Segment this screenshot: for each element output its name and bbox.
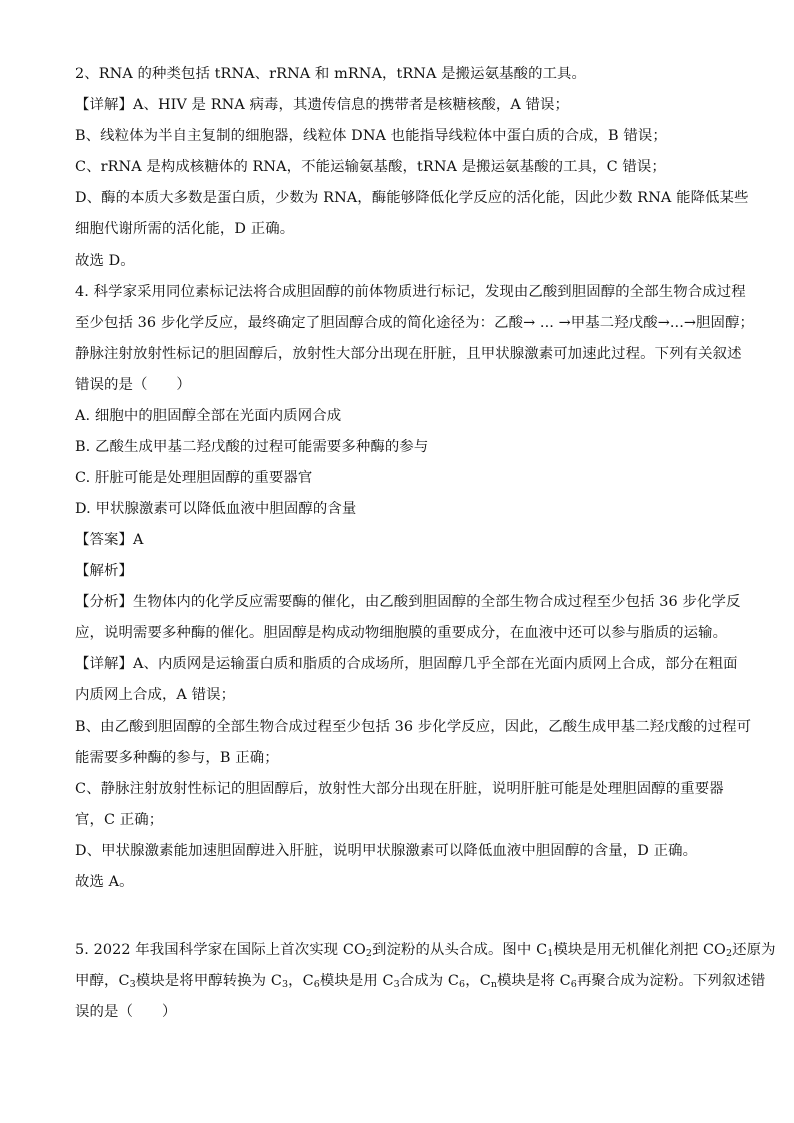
text-line: 官，C 正确； (75, 812, 164, 828)
text-line: 2、RNA 的种类包括 tRNA、rRNA 和 mRNA，tRNA 是搬运氨基酸的工具。 (75, 66, 587, 82)
text-line: B、线粒体为半自主复制的细胞器，线粒体 DNA 也能指导线粒体中蛋白质的合成，B 错误； (75, 128, 667, 144)
text-line: 能需要多种酶的参与，B 正确； (75, 750, 279, 766)
question-4-stem: 4. 科学家采用同位素标记法将合成胆固醇的前体物质进行标记，发现由乙酸到胆固醇的全部生物合成过程 (75, 284, 746, 300)
text-line: 【详解】A、内质网是运输蛋白质和脂质的合成场所，胆固醇几乎全部在光面内质网上合成，部分在粗面 (75, 656, 738, 672)
text-line: 故选 D。 (75, 253, 135, 269)
option-c: C. 肝脏可能是处理胆固醇的重要器官 (75, 470, 313, 486)
text-line: D、酶的本质大多数是蛋白质，少数为 RNA，酶能够降低化学反应的活化能，因此少数 RNA 能降低某些 (75, 190, 749, 206)
text-line: 应，说明需要多种酶的催化。胆固醇是构成动物细胞膜的重要成分，在血液中还可以参与脂质的运输。 (75, 625, 728, 641)
option-d: D. 甲状腺激素可以降低血液中胆固醇的含量 (75, 501, 357, 517)
question-5-stem: 甲醇，$C_3$模块是将甲醇转换为 $C_3$，$C_6$模块是用 $C_3$合成为 $C_6$，$C_n$模块是将 $C_6$再聚合成为淀粉。下列叙述错 (75, 973, 766, 990)
analysis-heading: 【解析】 (75, 563, 133, 579)
text-line: 细胞代谢所需的活化能，D 正确。 (75, 221, 295, 237)
text-line: C、静脉注射放射性标记的胆固醇后，放射性大部分出现在肝脏，说明肝脏可能是处理胆固醇的重要器 (75, 781, 724, 797)
text-line: C、rRNA 是构成核糖体的 RNA，不能运输氨基酸，tRNA 是搬运氨基酸的工具，C 错误； (75, 159, 666, 175)
text-line: 故选 A。 (75, 874, 134, 890)
text-line: 【详解】A、HIV 是 RNA 病毒，其遗传信息的携带者是核糖核酸，A 错误； (75, 97, 569, 113)
text-line: D、甲状腺激素能加速胆固醇进入肝脏，说明甲状腺激素可以降低血液中胆固醇的含量，D 正确。 (75, 843, 698, 859)
question-5-stem: 5. 2022 年我国科学家在国际上首次实现 $CO_2$到淀粉的从头合成。图中 $C_1$模块是用无机催化剂把 $CO_2$还原为 (75, 942, 776, 959)
text-line: 内质网上合成，A 错误； (75, 687, 236, 703)
option-b: B. 乙酸生成甲基二羟戊酸的过程可能需要多种酶的参与 (75, 439, 429, 455)
text-line: 【分析】生物体内的化学反应需要酶的催化，由乙酸到胆固醇的全部生物合成过程至少包括 36 步化学反 (75, 594, 741, 610)
question-4-stem: 错误的是（ ） (75, 377, 191, 393)
question-5-stem: 误的是（ ） (75, 1004, 177, 1020)
question-4-stem: 至少包括 36 步化学反应，最终确定了胆固醇合成的简化途径为：乙酸→ ... →甲基二羟戊酸→...→胆固醇； (75, 315, 755, 331)
text-line: B、由乙酸到胆固醇的全部生物合成过程至少包括 36 步化学反应，因此，乙酸生成甲基二羟戊酸的过程可 (75, 719, 752, 735)
question-4-stem: 静脉注射放射性标记的胆固醇后，放射性大部分出现在肝脏，且甲状腺激素可加速此过程。下列有关叙述 (75, 346, 742, 362)
answer-line: 【答案】A (75, 532, 144, 548)
option-a: A. 细胞中的胆固醇全部在光面内质网合成 (75, 408, 342, 424)
